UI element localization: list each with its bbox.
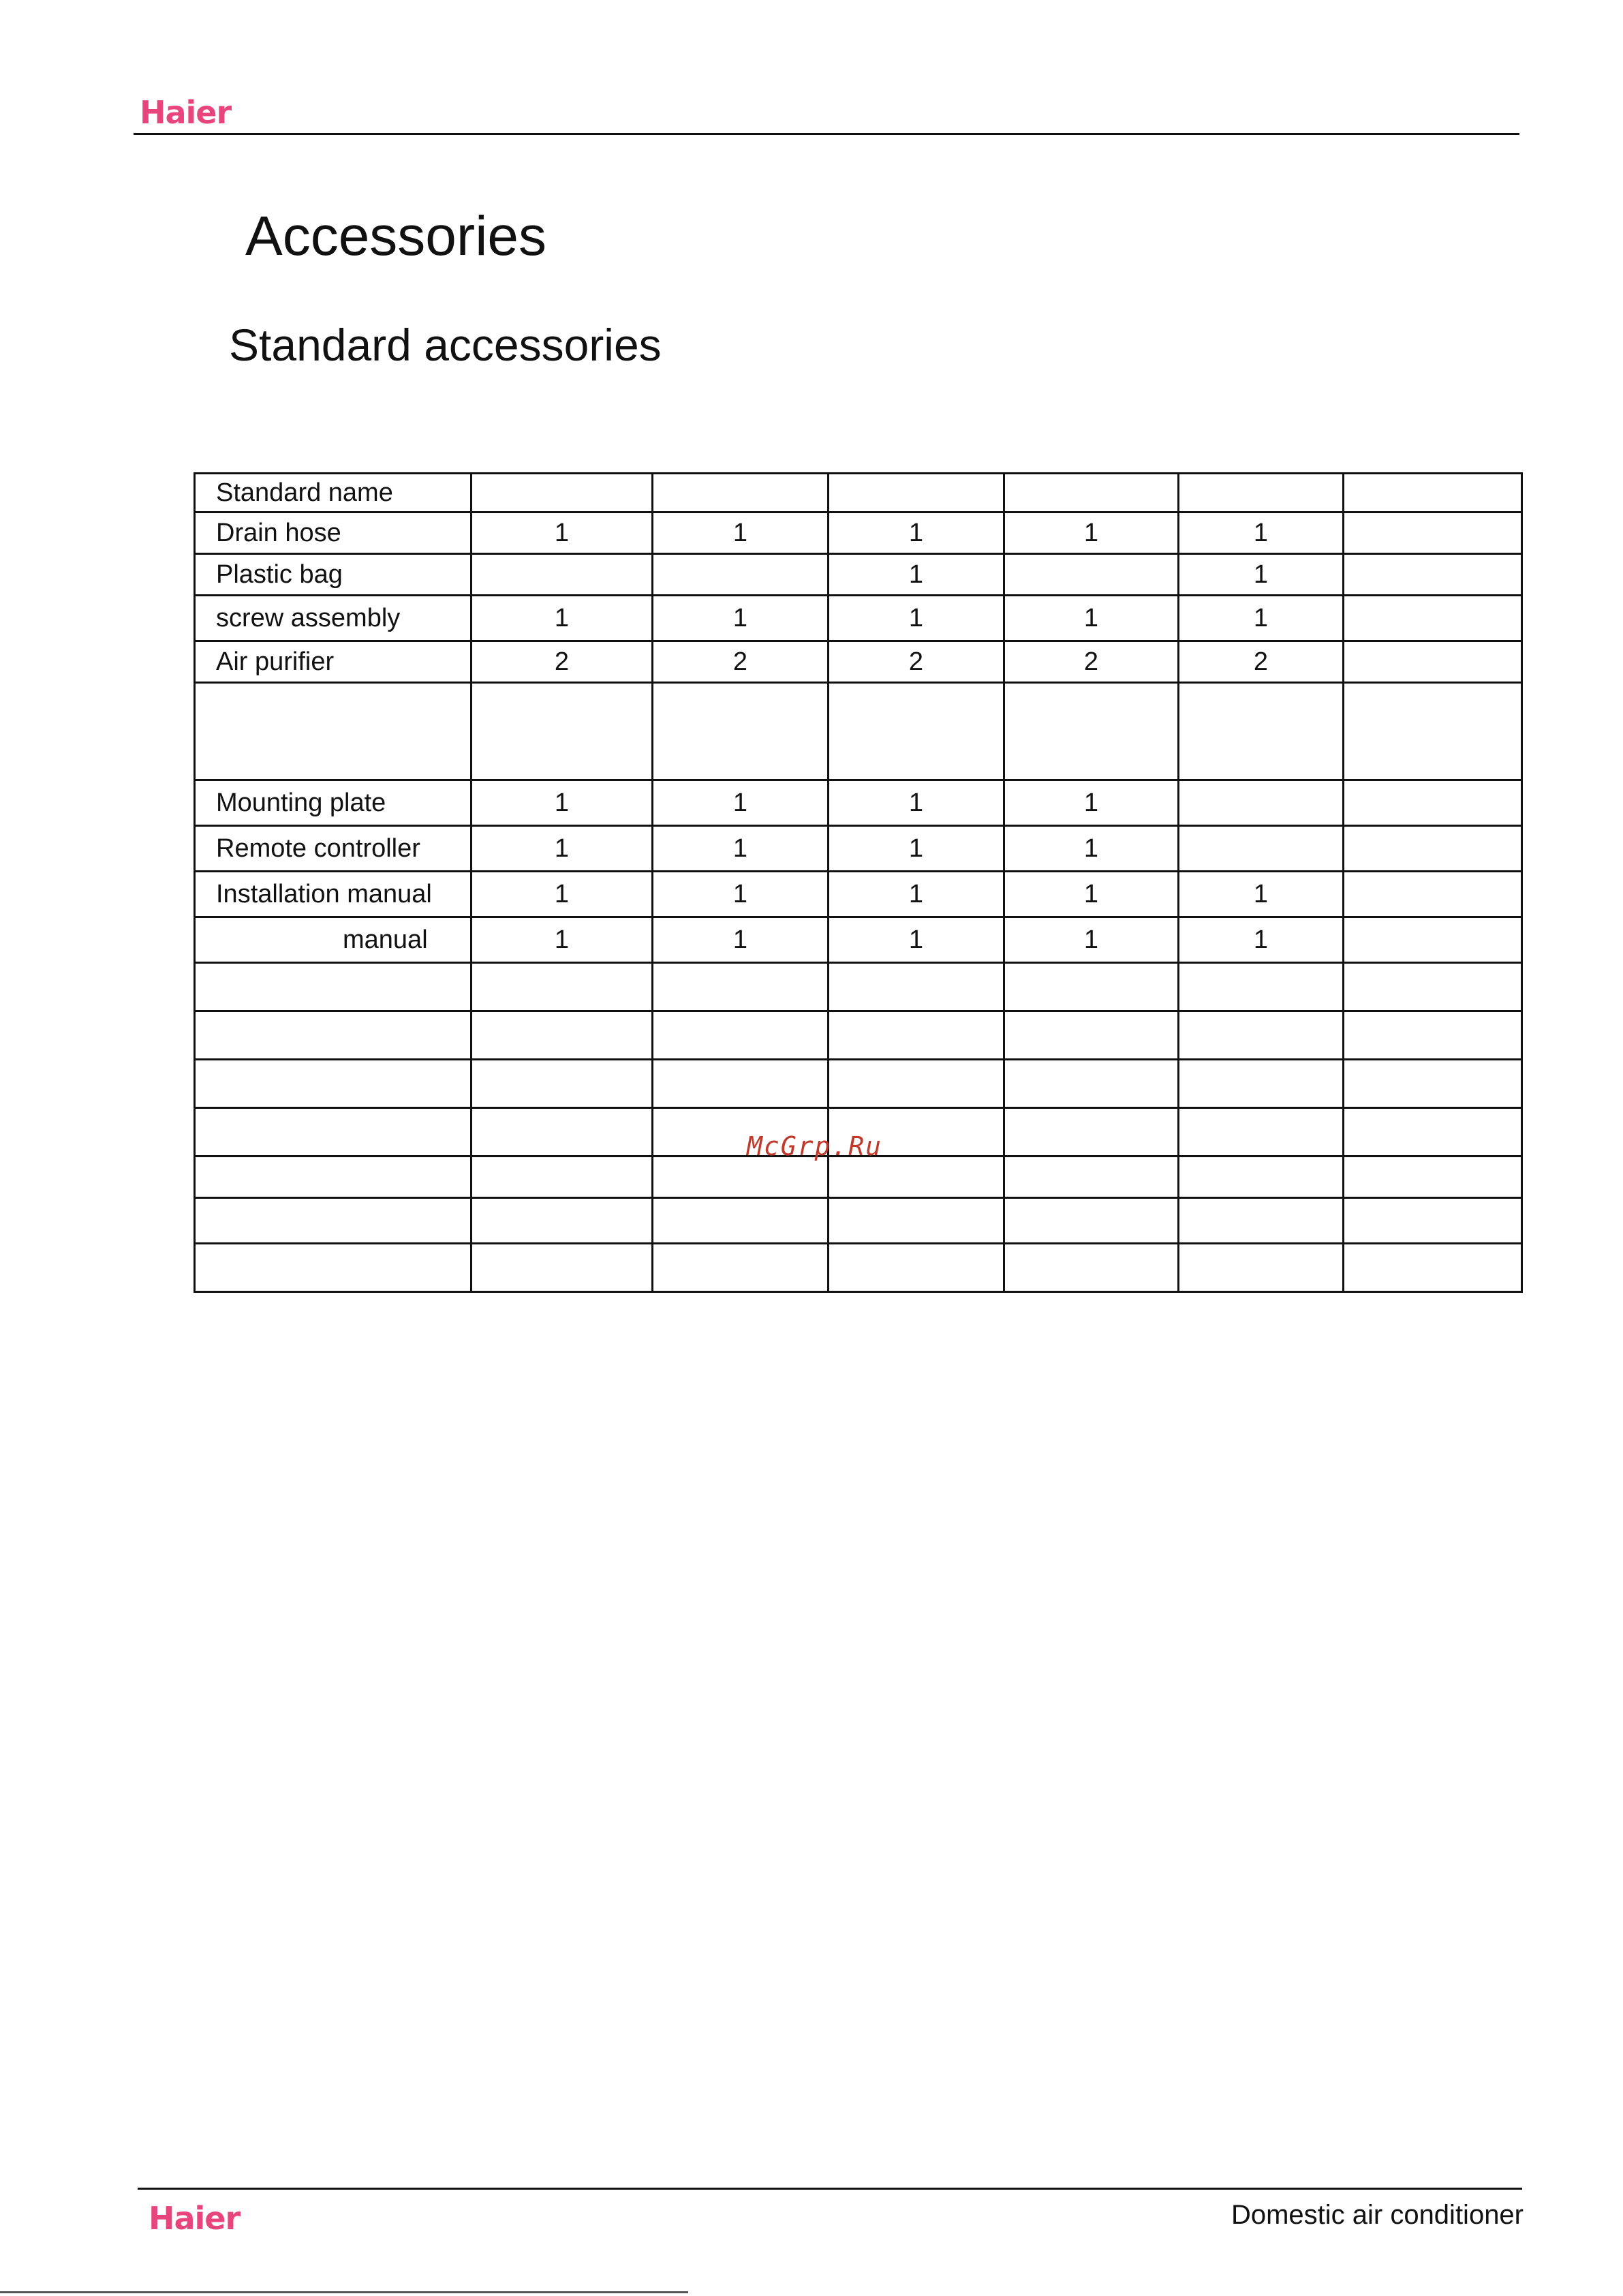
row-value: 1 [653,596,829,641]
row-value: 1 [829,554,1004,596]
row-value: 2 [472,641,653,683]
header-cell-name: Standard name [195,474,472,512]
row-value: 1 [1179,554,1344,596]
row-value [1179,826,1344,872]
row-value: 1 [472,872,653,917]
row-value: 1 [472,512,653,554]
row-name: manual [195,917,472,963]
row-value: 1 [829,780,1004,826]
row-name: Mounting plate [195,780,472,826]
header-cell [472,474,653,512]
row-name: Air purifier [195,641,472,683]
row-value [1344,512,1522,554]
row-value: 2 [653,641,829,683]
header-cell [829,474,1004,512]
empty-row [195,1198,1522,1244]
row-value: 1 [1004,826,1179,872]
haier-logo-header: Haier [140,94,232,131]
header-cell [1179,474,1344,512]
table-row [195,512,1522,554]
table-header-row [195,474,1522,512]
row-name: screw assembly [195,596,472,641]
footer-text: Domestic air conditioner [1231,2200,1524,2230]
row-value [1344,554,1522,596]
row-value: 1 [1179,596,1344,641]
row-name: Drain hose [195,512,472,554]
row-value [1344,596,1522,641]
row-value: 1 [653,872,829,917]
row-value [1344,780,1522,826]
table-row [195,554,1522,596]
row-value: 1 [1004,917,1179,963]
row-value: 1 [829,512,1004,554]
row-value [1344,683,1522,780]
row-value: 1 [653,512,829,554]
row-value [653,683,829,780]
table-row [195,917,1522,963]
row-value: 1 [829,826,1004,872]
empty-row [195,1244,1522,1292]
empty-row [195,1011,1522,1060]
watermark: McGrp.Ru [747,1131,883,1161]
row-value: 1 [653,917,829,963]
empty-row [195,963,1522,1011]
row-value [1179,780,1344,826]
page-subtitle: Standard accessories [229,320,662,370]
row-value: 1 [472,917,653,963]
header-rule [134,133,1519,135]
row-value [653,554,829,596]
row-value: 1 [472,596,653,641]
row-value: 1 [1004,780,1179,826]
row-value: 1 [829,596,1004,641]
accessories-table [194,472,1523,1293]
row-value [1344,917,1522,963]
page-title: Accessories [245,205,547,267]
row-value: 1 [829,917,1004,963]
empty-row [195,1060,1522,1108]
row-value: 1 [1004,872,1179,917]
page-bottom-edge [0,2291,688,2293]
header-cell [1344,474,1522,512]
table-row [195,596,1522,641]
footer-rule [138,2188,1522,2190]
row-value: 1 [1179,512,1344,554]
row-value: 2 [1179,641,1344,683]
table-row [195,780,1522,826]
row-value: 1 [472,826,653,872]
row-value [1344,641,1522,683]
row-value [1344,826,1522,872]
row-name: Plastic bag [195,554,472,596]
row-value [1004,554,1179,596]
table-row [195,826,1522,872]
row-name: Remote controller [195,826,472,872]
row-value: 1 [829,872,1004,917]
row-name: Installation manual [195,872,472,917]
table-row [195,683,1522,780]
row-value [1004,683,1179,780]
row-value: 1 [653,826,829,872]
header-cell [1004,474,1179,512]
header-cell [653,474,829,512]
haier-logo-footer: Haier [149,2200,241,2237]
row-value [1344,872,1522,917]
row-value: 1 [1004,596,1179,641]
row-value: 2 [1004,641,1179,683]
row-value [472,554,653,596]
row-value [472,683,653,780]
row-value: 1 [1179,917,1344,963]
empty-row [195,1157,1522,1198]
row-name [195,683,472,780]
table-row [195,872,1522,917]
row-value [829,683,1004,780]
row-value: 1 [653,780,829,826]
row-value: 2 [829,641,1004,683]
row-value [1179,683,1344,780]
row-value: 1 [1179,872,1344,917]
row-value: 1 [1004,512,1179,554]
row-value: 1 [472,780,653,826]
table-row [195,641,1522,683]
